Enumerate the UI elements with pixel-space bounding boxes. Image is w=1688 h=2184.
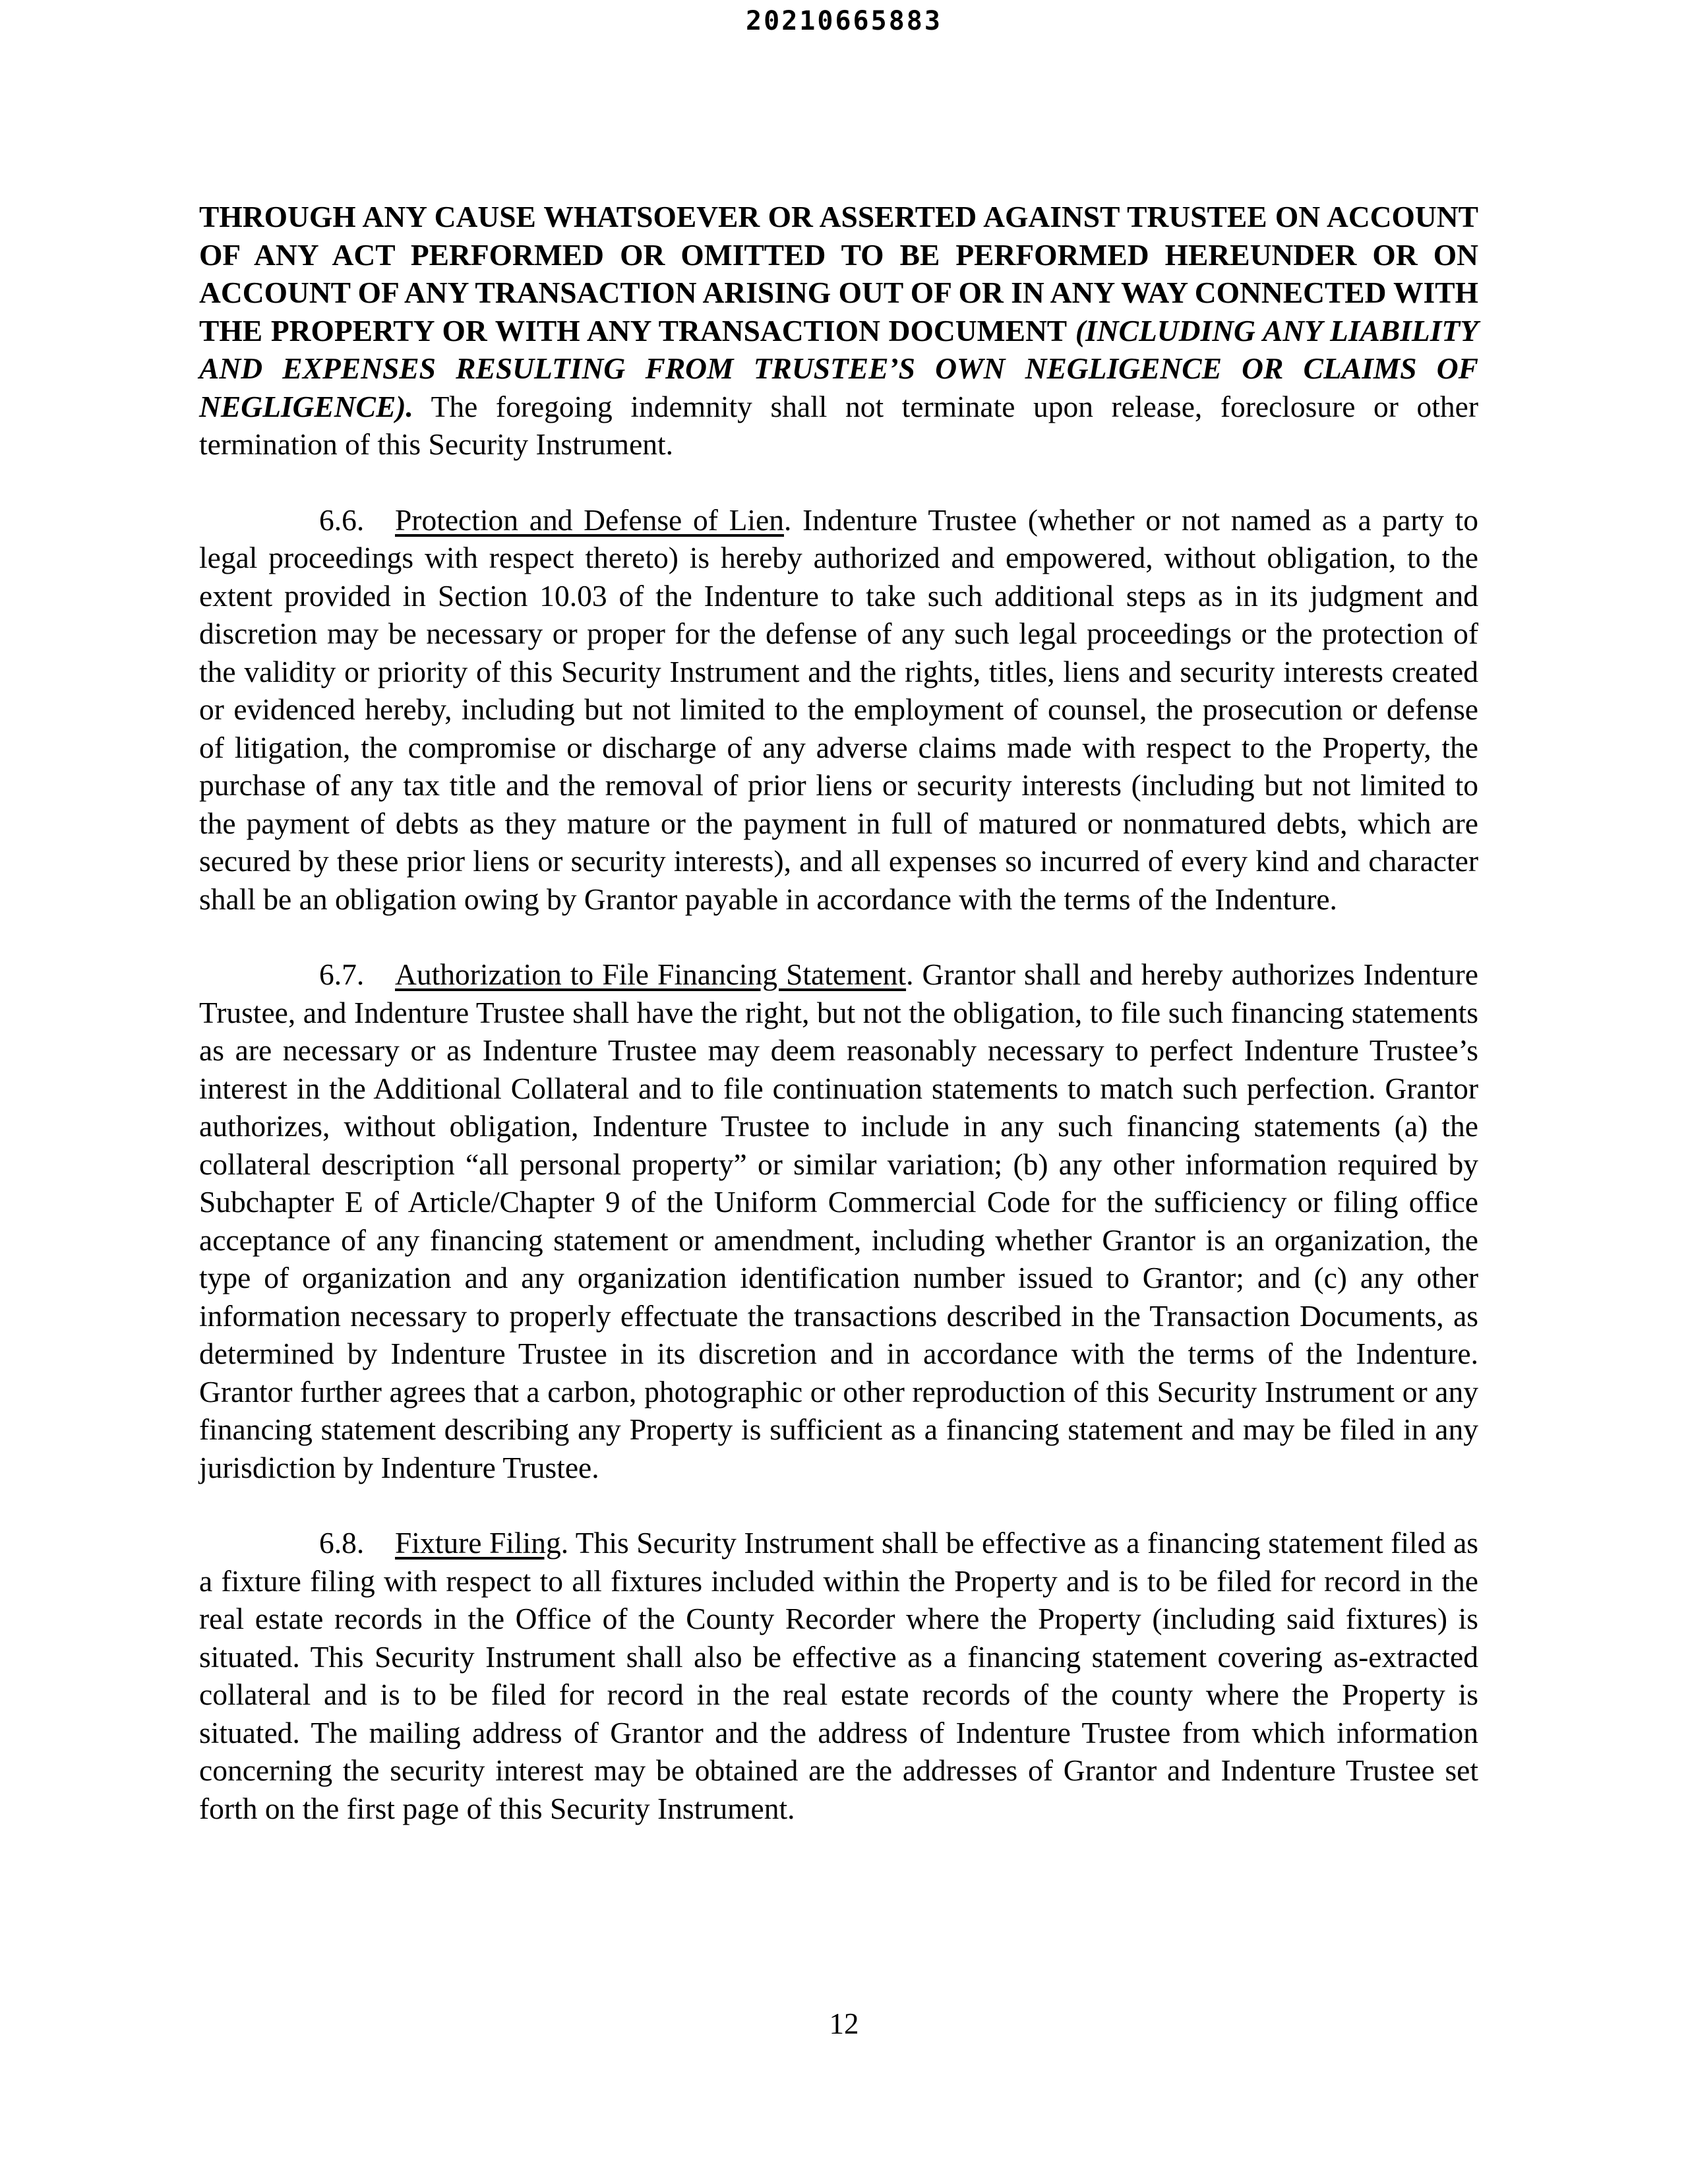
section-body: . This Security Instrument shall be effective as a financing statement filed as a fixture filing with respect to all fixtures included within the Property and is to be filed for record in the real estate records in the Office of the County Recorder where the Property (including said fixtures) is situated. This Security Instrument shall also be effective as a financing statement covering as-extracted collateral and is to be filed for record in the real estate records of the county where the Property is situated. The mailing address of Grantor and the address of Indenture Trustee from which information concerning the security interest may be obtained are the addresses of Grantor and Indenture Trustee set forth on the first page of this Security Instrument. <box>199 1526 1478 1825</box>
page-number: 12 <box>829 2007 859 2040</box>
section-heading: Authorization to File Financing Statement <box>395 957 907 991</box>
section-number: 6.6. <box>319 502 365 537</box>
section-heading: Protection and Defense of Lien <box>395 502 784 537</box>
carryover-paragraph <box>199 198 1478 464</box>
section-6-7-paragraph <box>199 956 1478 1486</box>
document-body <box>199 198 1478 1827</box>
section-6-6-paragraph <box>199 501 1478 919</box>
recording-document-number: 20210665883 <box>746 6 942 36</box>
indemnity-caps-text: THROUGH ANY CAUSE WHATSOEVER OR ASSERTED AGAINST TRUSTEE ON ACCOUNT OF ANY ACT PERFORMED OR OMITTED TO BE PERFORMED HEREUNDER OR ON ACCOUNT OF ANY TRANSACTION ARISING OUT OF OR IN ANY WAY CONNECTED WITH THE PROPERTY OR WITH ANY TRANSACTION DOCUMENT <box>199 200 1478 348</box>
section-6-8-paragraph <box>199 1524 1478 1827</box>
indemnity-negligence-text: (INCLUDING ANY LIABILITY AND EXPENSES RESULTING FROM TRUSTEE’S OWN NEGLIGENCE OR CLAIMS OF NEGLIGENCE). <box>199 313 1479 423</box>
section-number: 6.7. <box>319 957 365 991</box>
section-body: . Indenture Trustee (whether or not named as a party to legal proceedings with respect thereto) is hereby authorized and empowered, without obligation, to the extent provided in Section 10.03 of the Indenture to take such additional steps as in its judgment and discretion may be necessary or proper for the defense of any such legal proceedings or the protection of the validity or priority of this Security Instrument and the rights, titles, liens and security interests created or evidenced hereby, including but not limited to the employment of counsel, the prosecution or defense of litigation, the compromise or discharge of any adverse claims made with respect to the Property, the purchase of any tax title and the removal of prior liens or security interests (including but not limited to the payment of debts as they mature or the payment in full of matured or nonmatured debts, which are secured by these prior liens or security interests), and all expenses so incurred of every kind and character shall be an obligation owing by Grantor payable in accordance with the terms of the Indenture. <box>199 502 1479 916</box>
section-body: . Grantor shall and hereby authorizes Indenture Trustee, and Indenture Trustee shall have the right, but not the obligation, to file such financing statements as are necessary or as Indenture Trustee may deem reasonably necessary to perfect Indenture Trustee’s interest in the Additional Collateral and to file continuation statements to match such perfection. Grantor authorizes, without obligation, Indenture Trustee to include in any such financing statements (a) the collateral description “all personal property” or similar variation; (b) any other information required by Subchapter E of Article/Chapter 9 of the Uniform Commercial Code for the sufficiency or filing office acceptance of any financing statement or amendment, including whether Grantor is an organization, the type of organization and any organization identification number issued to Grantor; and (c) any other information necessary to properly effectuate the transactions described in the Transaction Documents, as determined by Indenture Trustee in its discretion and in accordance with the terms of the Indenture. Grantor further agrees that a carbon, photographic or other reproduction of this Security Instrument or any financing statement describing any Property is sufficient as a financing statement and may be filed in any jurisdiction by Indenture Trustee. <box>199 957 1479 1484</box>
section-heading: Fixture Filing <box>395 1526 561 1560</box>
section-number: 6.8. <box>319 1526 365 1560</box>
indemnity-termination-text: The foregoing indemnity shall not terminate upon release, foreclosure or other termination of this Security Instrument. <box>199 389 1478 461</box>
